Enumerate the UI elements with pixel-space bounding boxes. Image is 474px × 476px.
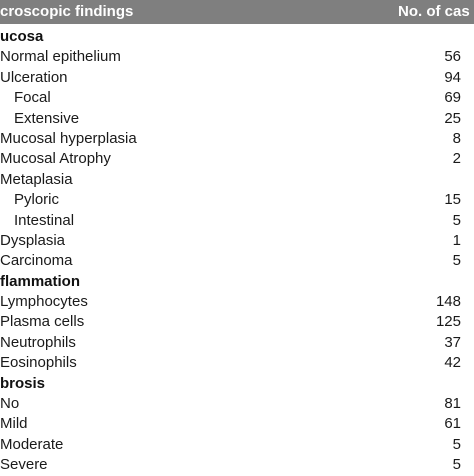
finding-label: Normal epithelium — [0, 48, 121, 66]
table-row — [0, 149, 474, 169]
table-row — [0, 292, 474, 312]
case-count: 81 — [444, 395, 461, 413]
section-label: flammation — [0, 272, 81, 290]
table-row — [0, 231, 474, 251]
table-row — [0, 312, 474, 332]
table-row — [0, 211, 474, 231]
case-count: 94 — [444, 68, 461, 86]
column-header-cases: No. of cas — [398, 3, 470, 20]
finding-label: Carcinoma — [0, 252, 73, 270]
case-count: 37 — [444, 333, 461, 351]
table-row — [0, 435, 474, 455]
table-row — [0, 47, 474, 67]
finding-label: Focal — [14, 89, 51, 107]
case-count: 8 — [452, 129, 461, 147]
finding-label: Intestinal — [14, 211, 75, 229]
finding-label: No — [0, 395, 20, 413]
table-row — [0, 190, 474, 210]
finding-label: Moderate — [0, 435, 64, 453]
case-count: 69 — [444, 89, 461, 107]
finding-label: Severe — [0, 456, 48, 474]
section-label: brosis — [0, 374, 46, 392]
table-row — [0, 251, 474, 271]
table-header — [0, 0, 474, 24]
section-label: ucosa — [0, 28, 44, 45]
finding-label: Eosinophils — [0, 354, 77, 372]
finding-label: Dysplasia — [0, 231, 66, 249]
column-header-findings: croscopic findings — [0, 3, 134, 20]
table-row — [0, 333, 474, 353]
finding-label: Metaplasia — [0, 170, 73, 188]
table-row — [0, 88, 474, 108]
table-row — [0, 109, 474, 129]
case-count: 15 — [444, 191, 461, 209]
finding-label: Pyloric — [14, 191, 60, 209]
section-header-row — [0, 272, 474, 292]
case-count: 5 — [452, 435, 461, 453]
table-row — [0, 68, 474, 88]
section-header-row — [0, 27, 474, 47]
table-row — [0, 394, 474, 414]
case-count: 5 — [452, 211, 461, 229]
table-row — [0, 129, 474, 149]
case-count: 25 — [444, 109, 461, 127]
table-row — [0, 170, 474, 190]
case-count: 61 — [444, 415, 461, 433]
case-count: 56 — [444, 48, 461, 66]
finding-label: Mild — [0, 415, 28, 433]
table-body — [0, 27, 474, 476]
case-count: 5 — [452, 252, 461, 270]
case-count: 5 — [452, 456, 461, 474]
table-row — [0, 414, 474, 434]
finding-label: Ulceration — [0, 68, 68, 86]
case-count: 125 — [435, 313, 461, 331]
case-count: 1 — [452, 231, 461, 249]
section-header-row — [0, 374, 474, 394]
finding-label: Plasma cells — [0, 313, 85, 331]
finding-label: Lymphocytes — [0, 293, 88, 311]
case-count: 2 — [452, 150, 461, 168]
finding-label: Extensive — [14, 109, 80, 127]
table-row — [0, 455, 474, 475]
finding-label: Neutrophils — [0, 333, 76, 351]
case-count: 42 — [444, 354, 461, 372]
table-row — [0, 353, 474, 373]
finding-label: Mucosal Atrophy — [0, 150, 111, 168]
finding-label: Mucosal hyperplasia — [0, 129, 137, 147]
case-count: 148 — [435, 293, 461, 311]
